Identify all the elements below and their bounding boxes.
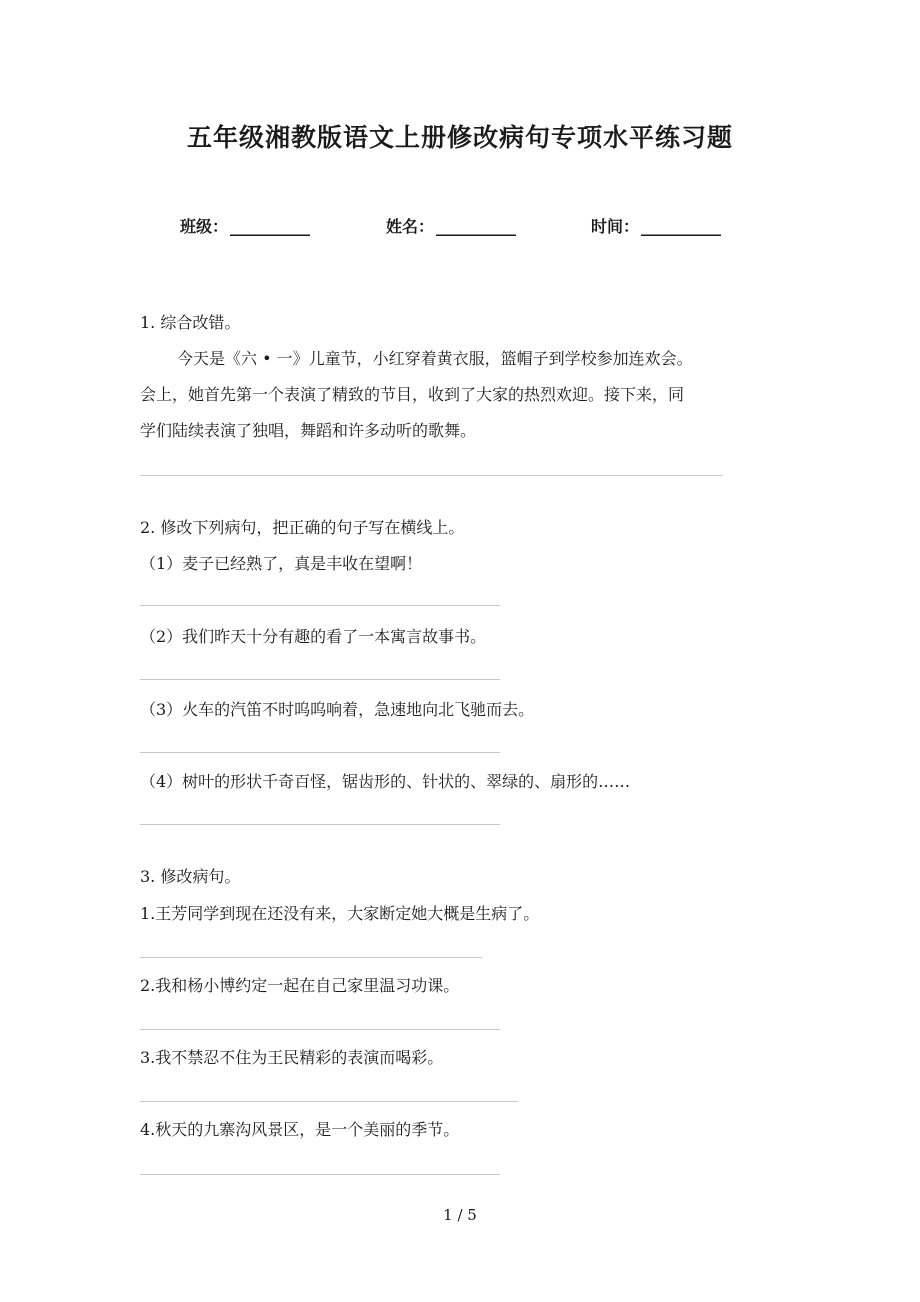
q1-answer-line[interactable]: [140, 475, 723, 476]
q3-item: 3.我不禁忍不住为王民精彩的表演而喝彩。: [140, 1048, 444, 1067]
q3-answer-line[interactable]: [140, 1029, 500, 1030]
q3-answer-line[interactable]: [140, 1174, 500, 1175]
q1-paragraph-line: 会上，她首先第一个表演了精致的节目，收到了大家的热烈欢迎。接下来，同: [140, 385, 685, 404]
class-blank: __________: [230, 217, 311, 236]
q2-item: （3）火车的汽笛不时呜呜响着，急速地向北飞驰而去。: [140, 700, 535, 719]
name-label: 姓名：: [386, 217, 435, 236]
q2-answer-line[interactable]: [140, 752, 500, 753]
page-title: 五年级湘教版语文上册修改病句专项水平练习题: [186, 123, 733, 152]
q2-item: （4）树叶的形状千奇百怪，锯齿形的、针状的、翠绿的、扇形的……: [140, 772, 631, 791]
q2-heading: 2. 修改下列病句，把正确的句子写在横线上。: [140, 518, 465, 537]
q2-item: （2）我们昨天十分有趣的看了一本寓言故事书。: [140, 627, 487, 646]
q2-answer-line[interactable]: [140, 605, 500, 606]
q3-heading: 3. 修改病句。: [140, 867, 241, 886]
q3-item: 4.秋天的九寨沟风景区，是一个美丽的季节。: [140, 1120, 460, 1139]
time-field: [591, 214, 721, 237]
page-number: 1 / 5: [443, 1206, 477, 1224]
q1-paragraph-line: 学们陆续表演了独唱，舞蹈和许多动听的歌舞。: [140, 421, 477, 440]
q2-answer-line[interactable]: [140, 679, 500, 680]
name-blank: __________: [436, 217, 517, 236]
q3-answer-line[interactable]: [140, 957, 482, 958]
q2-answer-line[interactable]: [140, 824, 500, 825]
q3-item: 2.我和杨小博约定一起在自己家里温习功课。: [140, 976, 460, 995]
q3-answer-line[interactable]: [140, 1101, 518, 1102]
q3-item: 1.王芳同学到现在还没有来，大家断定她大概是生病了。: [140, 904, 540, 923]
q2-item: （1）麦子已经熟了，真是丰收在望啊！: [140, 554, 423, 573]
time-blank: __________: [641, 217, 722, 236]
class-label: 班级：: [180, 217, 229, 236]
name-field: [386, 214, 516, 237]
q1-heading: 1. 综合改错。: [140, 313, 241, 332]
time-label: 时间：: [591, 217, 640, 236]
class-field: [180, 214, 310, 237]
q1-paragraph-line: 今天是《六 • 一》儿童节，小红穿着黄衣服，篮帽子到学校参加连欢会。: [177, 349, 693, 368]
